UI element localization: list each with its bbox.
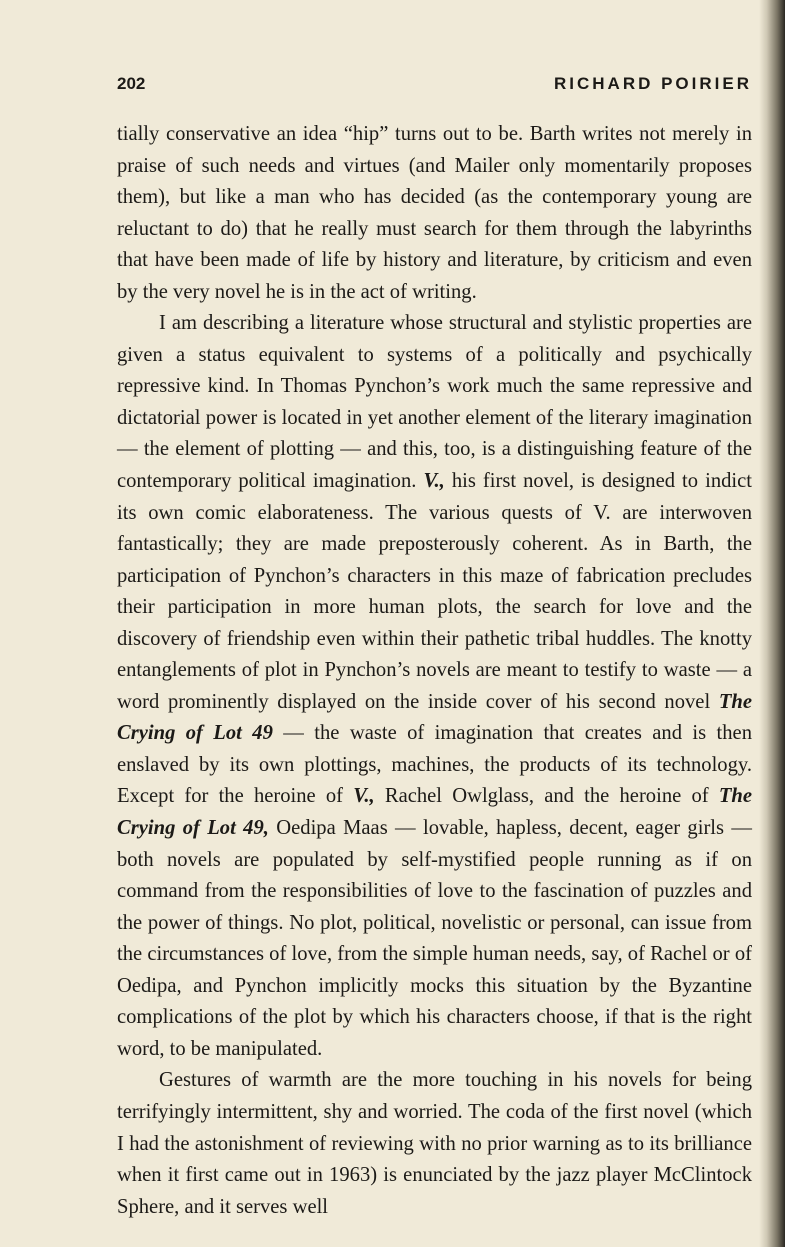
text-run: tially conservative an idea “hip” turns out to be. Barth writes not merely in praise of such needs and virtues (and Mailer only momentarily proposes them), but like a man who has decided (as the contemporary young are reluctant to do) that he really must search for them through the labyrinths that have been made of life by history and literature, by criticism and even by the very novel he is in the act of writing. (117, 123, 752, 303)
text-run: I am describing a literature whose structural and stylistic properties are given a status equivalent to systems of a politically and psychically repressive kind. In Thomas Pynchon’s work much the same repressive and dictatorial power is located in yet another element of the literary imagination — the element of plotting — and this, too, is a distinguishing feature of the contemporary political imagination. (117, 312, 752, 493)
italic-title: V., (353, 785, 375, 808)
running-head: RICHARD POIRIER (553, 74, 752, 93)
paragraph (117, 1065, 752, 1223)
italic-title: The Crying of Lot 49, (117, 785, 752, 840)
page-header (117, 74, 752, 102)
text-run: — the waste of imagination that creates and is then enslaved by its own plottings, machines, the products of its technology. Except for the heroine of (117, 722, 752, 808)
text-run: Rachel Owlglass, and the heroine of (374, 785, 719, 808)
book-spine-shadow (759, 0, 785, 1247)
paragraph (117, 119, 752, 308)
paragraph (117, 308, 752, 1065)
text-run: Gestures of warmth are the more touching in his novels for being terrifyingly intermittent, shy and worried. The coda of the first novel (which I had the astonishment of reviewing with no prior warning as to its brilliance when it first came out in 1963) is enunciated by the jazz player McClintock Sphere, and it serves well (117, 1069, 752, 1218)
italic-title: V., (423, 470, 445, 493)
text-run: his first novel, is designed to indict its own comic elaborateness. The various quests of V. are interwoven fantastically; they are made preposterously coherent. As in Barth, the participation of Pynchon’s characters in this maze of fabrication precludes their participation in more human plots, the search for love and the discovery of friendship even within their pathetic tribal huddles. The knotty entanglements of plot in Pynchon’s novels are meant to testify to waste — a word prominently displayed on the inside cover of his second novel (117, 470, 752, 713)
text-run: Oedipa Maas — lovable, hapless, decent, eager girls — both novels are populated by self-mystified people running as if on command from the responsibilities of love to the fascination of puzzles and the power of things. No plot, political, novelistic or personal, can issue from the circumstances of love, from the simple human needs, say, of Rachel or of Oedipa, and Pynchon implicitly mocks this situation by the Byzantine complications of the plot by which his characters choose, if that is the right word, to be manipulated. (117, 817, 752, 1060)
italic-title: The Crying of Lot 49 (117, 690, 752, 745)
page-number: 202 (117, 74, 146, 93)
body-text (117, 119, 752, 1223)
